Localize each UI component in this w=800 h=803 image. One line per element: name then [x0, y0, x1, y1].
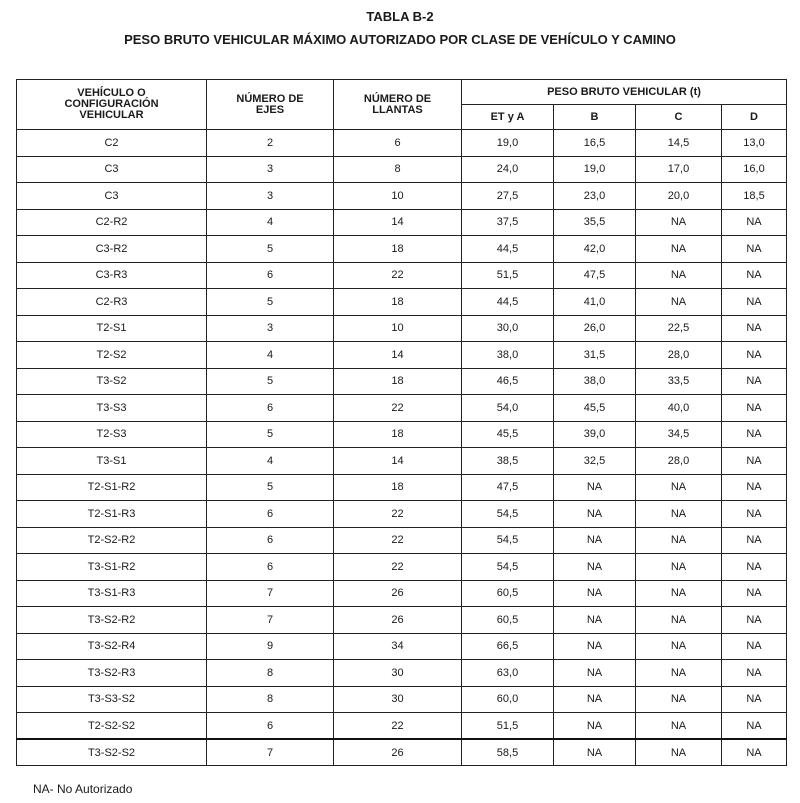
cell-c: NA: [636, 527, 722, 554]
table-row: [17, 342, 787, 369]
cell-b: 42,0: [554, 236, 636, 263]
table-row: [17, 713, 787, 740]
cell-c: NA: [636, 554, 722, 581]
cell-ejes: 3: [207, 183, 334, 210]
cell-c: 28,0: [636, 448, 722, 475]
cell-ejes: 6: [207, 554, 334, 581]
cell-vehiculo: T3-S1: [17, 448, 207, 475]
cell-c: NA: [636, 660, 722, 687]
cell-vehiculo: T2-S2: [17, 342, 207, 369]
table-row: [17, 209, 787, 236]
cell-ejes: 4: [207, 342, 334, 369]
cell-ejes: 8: [207, 686, 334, 713]
cell-vehiculo: C3: [17, 156, 207, 183]
table-row: [17, 686, 787, 713]
cell-b: 19,0: [554, 156, 636, 183]
cell-vehiculo: C3-R3: [17, 262, 207, 289]
cell-llantas: 22: [334, 527, 462, 554]
cell-d: NA: [722, 580, 787, 607]
cell-c: 20,0: [636, 183, 722, 210]
cell-d: NA: [722, 368, 787, 395]
cell-c: NA: [636, 580, 722, 607]
cell-et: 30,0: [462, 315, 554, 342]
cell-d: 13,0: [722, 130, 787, 157]
cell-ejes: 3: [207, 315, 334, 342]
table-title: TABLA B-2: [366, 9, 434, 24]
cell-llantas: 10: [334, 315, 462, 342]
cell-et: 19,0: [462, 130, 554, 157]
cell-ejes: 4: [207, 448, 334, 475]
cell-b: NA: [554, 580, 636, 607]
cell-ejes: 6: [207, 395, 334, 422]
cell-b: 47,5: [554, 262, 636, 289]
cell-ejes: 7: [207, 580, 334, 607]
table-row: [17, 395, 787, 422]
cell-vehiculo: C2-R3: [17, 289, 207, 316]
cell-c: NA: [636, 209, 722, 236]
header-llantas: NÚMERO DE LLANTAS: [334, 80, 462, 130]
cell-d: NA: [722, 289, 787, 316]
cell-c: NA: [636, 739, 722, 766]
cell-llantas: 18: [334, 421, 462, 448]
cell-vehiculo: C2: [17, 130, 207, 157]
cell-llantas: 22: [334, 713, 462, 740]
header-ejes: NÚMERO DE EJES: [207, 80, 334, 130]
cell-d: NA: [722, 342, 787, 369]
cell-vehiculo: T2-S2-S2: [17, 713, 207, 740]
cell-ejes: 6: [207, 527, 334, 554]
table-row: [17, 130, 787, 157]
cell-et: 66,5: [462, 633, 554, 660]
cell-et: 54,0: [462, 395, 554, 422]
cell-b: NA: [554, 554, 636, 581]
cell-c: NA: [636, 236, 722, 263]
cell-vehiculo: T3-S2: [17, 368, 207, 395]
table-row: [17, 527, 787, 554]
cell-b: 26,0: [554, 315, 636, 342]
cell-d: NA: [722, 607, 787, 634]
cell-b: NA: [554, 607, 636, 634]
table-row: [17, 183, 787, 210]
cell-b: NA: [554, 660, 636, 687]
cell-c: NA: [636, 501, 722, 528]
cell-vehiculo: C2-R2: [17, 209, 207, 236]
table-row: [17, 421, 787, 448]
cell-vehiculo: T3-S2-R3: [17, 660, 207, 687]
cell-llantas: 8: [334, 156, 462, 183]
cell-et: 60,0: [462, 686, 554, 713]
table-row: [17, 739, 787, 766]
cell-vehiculo: T2-S2-R2: [17, 527, 207, 554]
cell-d: NA: [722, 395, 787, 422]
cell-et: 54,5: [462, 554, 554, 581]
cell-et: 58,5: [462, 739, 554, 766]
table-row: [17, 580, 787, 607]
cell-ejes: 5: [207, 421, 334, 448]
cell-llantas: 18: [334, 368, 462, 395]
cell-llantas: 26: [334, 580, 462, 607]
cell-ejes: 5: [207, 368, 334, 395]
cell-d: NA: [722, 739, 787, 766]
cell-et: 38,0: [462, 342, 554, 369]
cell-ejes: 9: [207, 633, 334, 660]
table-row: [17, 554, 787, 581]
cell-d: NA: [722, 501, 787, 528]
table-subtitle: PESO BRUTO VEHICULAR MÁXIMO AUTORIZADO POR CLASE DE VEHÍCULO Y CAMINO: [124, 32, 676, 47]
cell-b: NA: [554, 633, 636, 660]
cell-ejes: 7: [207, 739, 334, 766]
cell-llantas: 26: [334, 607, 462, 634]
cell-llantas: 14: [334, 209, 462, 236]
table-row: [17, 289, 787, 316]
cell-d: NA: [722, 660, 787, 687]
cell-b: NA: [554, 474, 636, 501]
cell-ejes: 5: [207, 236, 334, 263]
cell-et: 60,5: [462, 580, 554, 607]
cell-c: 17,0: [636, 156, 722, 183]
cell-llantas: 18: [334, 289, 462, 316]
cell-d: 16,0: [722, 156, 787, 183]
cell-ejes: 6: [207, 713, 334, 740]
table-row: [17, 633, 787, 660]
cell-b: NA: [554, 739, 636, 766]
table-row: [17, 315, 787, 342]
cell-llantas: 22: [334, 554, 462, 581]
cell-et: 60,5: [462, 607, 554, 634]
cell-et: 46,5: [462, 368, 554, 395]
header-et: ET y A: [462, 105, 554, 130]
cell-c: NA: [636, 633, 722, 660]
cell-d: NA: [722, 236, 787, 263]
table-row: [17, 501, 787, 528]
cell-b: 38,0: [554, 368, 636, 395]
cell-ejes: 6: [207, 501, 334, 528]
cell-c: 28,0: [636, 342, 722, 369]
cell-b: 35,5: [554, 209, 636, 236]
cell-b: NA: [554, 501, 636, 528]
table-row: [17, 156, 787, 183]
cell-vehiculo: T3-S3: [17, 395, 207, 422]
table-row: [17, 660, 787, 687]
cell-c: 34,5: [636, 421, 722, 448]
cell-vehiculo: T3-S2-R4: [17, 633, 207, 660]
cell-vehiculo: T3-S3-S2: [17, 686, 207, 713]
header-d: D: [722, 105, 787, 130]
cell-d: NA: [722, 713, 787, 740]
cell-vehiculo: T3-S2-R2: [17, 607, 207, 634]
cell-d: NA: [722, 421, 787, 448]
cell-d: NA: [722, 633, 787, 660]
cell-d: 18,5: [722, 183, 787, 210]
cell-c: NA: [636, 686, 722, 713]
cell-b: NA: [554, 686, 636, 713]
cell-llantas: 6: [334, 130, 462, 157]
cell-b: NA: [554, 527, 636, 554]
cell-et: 45,5: [462, 421, 554, 448]
cell-c: NA: [636, 474, 722, 501]
cell-ejes: 6: [207, 262, 334, 289]
cell-et: 44,5: [462, 236, 554, 263]
cell-llantas: 10: [334, 183, 462, 210]
cell-d: NA: [722, 315, 787, 342]
header-b: B: [554, 105, 636, 130]
cell-b: 23,0: [554, 183, 636, 210]
cell-c: 22,5: [636, 315, 722, 342]
cell-llantas: 14: [334, 448, 462, 475]
cell-b: 16,5: [554, 130, 636, 157]
cell-llantas: 14: [334, 342, 462, 369]
cell-ejes: 2: [207, 130, 334, 157]
cell-et: 27,5: [462, 183, 554, 210]
cell-vehiculo: T3-S1-R2: [17, 554, 207, 581]
cell-c: 14,5: [636, 130, 722, 157]
cell-b: 41,0: [554, 289, 636, 316]
table-row: [17, 607, 787, 634]
header-c: C: [636, 105, 722, 130]
cell-c: 40,0: [636, 395, 722, 422]
cell-llantas: 18: [334, 236, 462, 263]
cell-llantas: 22: [334, 395, 462, 422]
cell-et: 24,0: [462, 156, 554, 183]
cell-et: 37,5: [462, 209, 554, 236]
cell-ejes: 7: [207, 607, 334, 634]
header-vehiculo: VEHÍCULO O CONFIGURACIÓN VEHICULAR: [17, 80, 207, 130]
cell-b: 45,5: [554, 395, 636, 422]
cell-vehiculo: T3-S1-R3: [17, 580, 207, 607]
cell-b: NA: [554, 713, 636, 740]
cell-c: NA: [636, 289, 722, 316]
cell-d: NA: [722, 686, 787, 713]
cell-et: 54,5: [462, 501, 554, 528]
cell-ejes: 3: [207, 156, 334, 183]
cell-d: NA: [722, 262, 787, 289]
cell-d: NA: [722, 554, 787, 581]
cell-vehiculo: T2-S1: [17, 315, 207, 342]
table-row: [17, 474, 787, 501]
weight-table: [16, 79, 787, 766]
cell-llantas: 30: [334, 660, 462, 687]
cell-et: 54,5: [462, 527, 554, 554]
cell-ejes: 4: [207, 209, 334, 236]
cell-vehiculo: T2-S1-R2: [17, 474, 207, 501]
cell-d: NA: [722, 209, 787, 236]
cell-llantas: 22: [334, 262, 462, 289]
cell-et: 47,5: [462, 474, 554, 501]
cell-c: NA: [636, 713, 722, 740]
cell-et: 51,5: [462, 262, 554, 289]
table-row: [17, 448, 787, 475]
table-row: [17, 262, 787, 289]
header-peso: PESO BRUTO VEHICULAR (t): [462, 80, 787, 105]
cell-c: 33,5: [636, 368, 722, 395]
footnote: NA- No Autorizado: [33, 782, 133, 796]
cell-c: NA: [636, 262, 722, 289]
table-body: [17, 130, 787, 766]
cell-et: 44,5: [462, 289, 554, 316]
cell-d: NA: [722, 448, 787, 475]
cell-vehiculo: C3: [17, 183, 207, 210]
cell-ejes: 5: [207, 474, 334, 501]
cell-llantas: 34: [334, 633, 462, 660]
cell-vehiculo: T2-S3: [17, 421, 207, 448]
cell-vehiculo: C3-R2: [17, 236, 207, 263]
cell-llantas: 26: [334, 739, 462, 766]
table-row: [17, 368, 787, 395]
cell-b: 39,0: [554, 421, 636, 448]
cell-b: 32,5: [554, 448, 636, 475]
cell-c: NA: [636, 607, 722, 634]
cell-llantas: 18: [334, 474, 462, 501]
cell-b: 31,5: [554, 342, 636, 369]
cell-et: 63,0: [462, 660, 554, 687]
cell-llantas: 30: [334, 686, 462, 713]
cell-vehiculo: T3-S2-S2: [17, 739, 207, 766]
cell-d: NA: [722, 474, 787, 501]
cell-et: 38,5: [462, 448, 554, 475]
cell-d: NA: [722, 527, 787, 554]
table-row: [17, 236, 787, 263]
cell-ejes: 8: [207, 660, 334, 687]
cell-ejes: 5: [207, 289, 334, 316]
cell-llantas: 22: [334, 501, 462, 528]
cell-vehiculo: T2-S1-R3: [17, 501, 207, 528]
cell-et: 51,5: [462, 713, 554, 740]
